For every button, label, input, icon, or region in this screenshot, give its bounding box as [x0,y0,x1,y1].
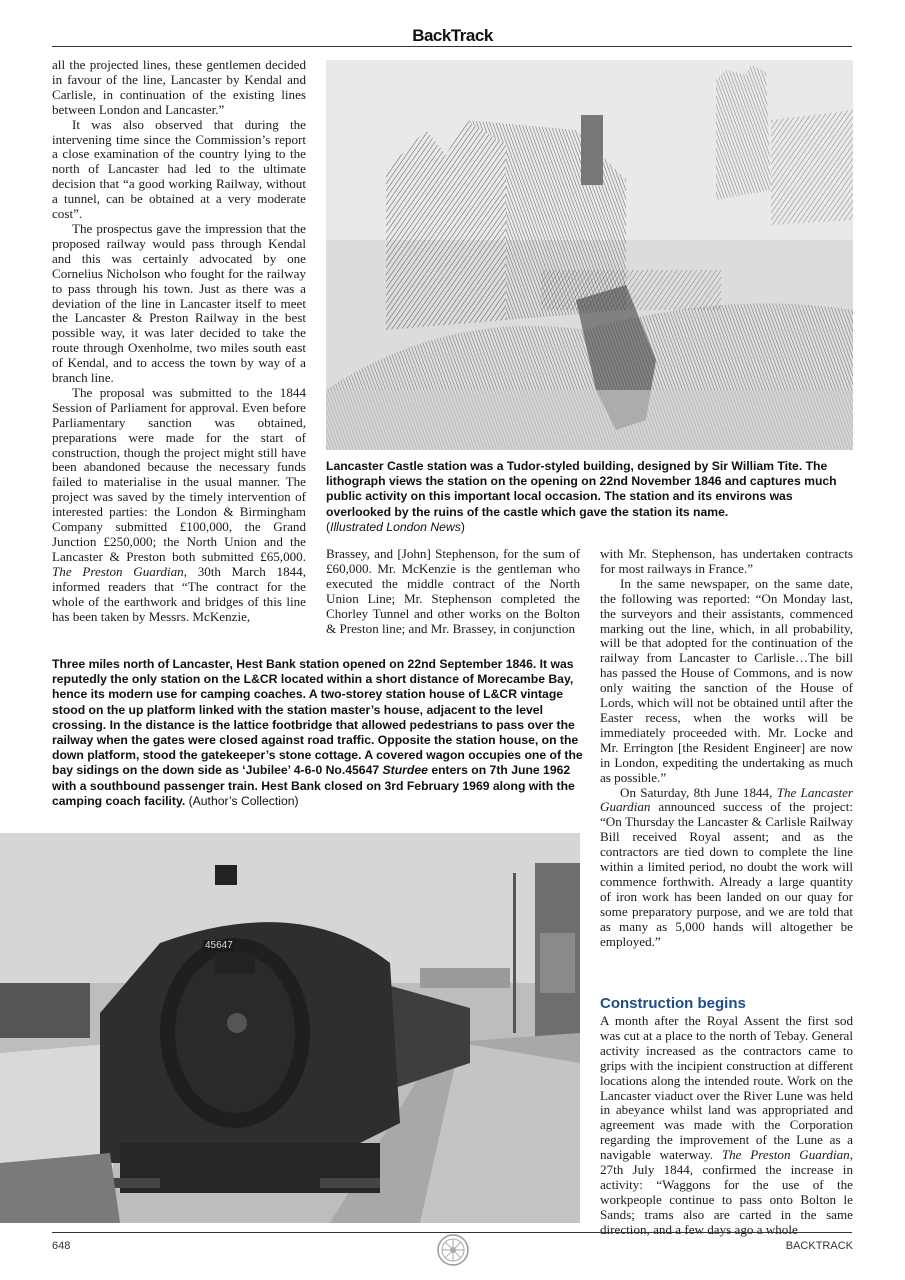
paragraph: The prospectus gave the impression that the proposed railway would pass through Kendal and this was certainly advocated by one Cornelius Nicholson who fought for the railway to pass through his town. Just as there was a deviation of the line in Lancaster itself to meet the Lancaster & Preston Railway in the best possible way, it was later decided to take the route through Oxenholme, two miles south east of Kendal, and to access the town by way of a branch line. [52,220,306,386]
paragraph [600,1014,853,1238]
section-heading: Construction begins [600,995,746,1012]
publication-title: The Lancaster Guardian [600,784,854,815]
caption-text: Lancaster Castle station was a Tudor-styled building, designed by Sir William Tite. The lithograph views the station on the opening on 22nd November 1846 and captures much public activity on this important local occasion. The station and its environs was overlooked by the ruins of the castle which gave the station its name. [326,459,837,519]
text-run: , 27th July 1844, confirmed the increase in activity: “Waggons for the use of the workpeople continue to pass onto Bolton le Sands; trams also are carted in the same direction, and a few days ago a whole [600,1147,853,1237]
publication-title: The Preston Guardian [721,1147,850,1163]
locomotive-name: Sturdee [382,763,428,778]
paragraph [52,386,306,625]
smokebox-number-plate: 45647 [205,940,233,951]
text-column-2 [326,547,580,636]
masthead: BackTrack [412,26,493,45]
locomotive-photo [0,833,580,1223]
lithograph-illustration [326,60,853,450]
wheel-icon [436,1233,470,1267]
caption-hest-bank [52,657,584,809]
text-run: On Saturday, 8th June 1844, [620,784,773,800]
page-number: 648 [52,1240,71,1252]
caption-lithograph: Lancaster Castle station was a Tudor-styled building, designed by Sir William Tite. The lithograph views the station on the opening on 22nd November 1846 and captures much public activity on this important local occasion. The station and its environs was overlooked by the ruins of the castle which gave the station its name. (Illustrated London News) [326,459,837,534]
text-run: The proposal was submitted to the 1844 Session of Parliament for approval. Even before Parliamentary sanction was obtained, preparations were made for the start of construction, though the project might still have been abandoned because the necessary funds failed to materialise in the usual manner. The project was saved by the timely intervention of interested parties: the London & Birmingham Company submitted £100,000, the Grand Junction £250,000; the North Union and the Lancaster & Preston both submitted £65,000. [52,384,306,564]
paragraph: all the projected lines, these gentlemen decided in favour of the line, Lancaster by Kendal and Carlisle, in continuation of the existing lines between London and Lancaster.” [52,57,306,117]
paragraph: with Mr. Stephenson, has undertaken contracts for most railways in France.” [600,546,853,576]
paragraph: Brassey, and [John] Stephenson, for the sum of £60,000. Mr. McKenzie is the gentleman who executed the middle contract of the North Union Line; Mr. Stephenson completed the Chorley Tunnel and other works on the Bolton & Preston line; and Mr. Brassey, in conjunction [326,546,580,636]
paragraph [600,786,853,950]
top-rule [52,46,852,47]
publication-title: The Preston Guardian [52,563,184,579]
lithograph-lancaster-castle-station [326,60,853,450]
caption-credit: Illustrated London News [330,519,461,534]
text-column-4 [600,995,853,1238]
paragraph: In the same newspaper, on the same date, the following was reported: “On Monday last, the surveyors and their assistants, commenced marking out the line, which, in all probability, will be that adopted for the continuation of the railway from Lancaster to Carlisle…The bill has passed the House of Commons, and is now only waiting the sanction of the House of Lords, which will not be obtained until after the Easter recess, when the works will be immediately proceeded with. Mr. Locke and Mr. Errington [the Resident Engineer] are now in London, expediting the undertaking as much as possible.” [600,575,853,785]
text-column-3 [600,547,853,949]
text-run: announced success of the project: “On Thursday the Lancaster & Carlisle Railway Bill received Royal assent; and as the contractors are tied down to complete the line within a limited period, no doubt the work will commence forthwith. Already a large quantity of iron work has been landed on our quay for some preparatory purpose, and we are told that as many as 5,000 hands will altogether be employed.” [600,799,853,949]
photo-hest-bank-station [0,833,580,1223]
text-run: , 30th March 1844, informed readers that “The contract for the whole of the earthwork and bridges of this line has been taken by Messrs. McKenzie, [52,563,306,624]
caption-credit: (Author’s Collection) [188,793,299,808]
text-run: A month after the Royal Assent the first sod was cut at a place to the north of Tebay. General activity increased as the contractors came to grips with the incipient construction at different locations along the intended route. Work on the Lancaster viaduct over the River Lune was held in abeyance whilst land was appropriated and agreement was made with the Corporation regarding the improvement of the Lune as a navigable waterway. [600,1013,853,1163]
caption-text: Three miles north of Lancaster, Hest Bank station opened on 22nd September 1846. It was reputedly the only station on the L&CR located within a short distance of Morecambe Bay, hence its modern use for camping coaches. A two-storey station house of L&CR vintage stood on the up platform linked with the station master’s house, adjacent to the level crossing. In the distance is the lattice footbridge that allowed pedestrians to pass over the railway when the gates were closed against road traffic. Opposite the station house, on the down platform, stood the gatekeeper’s stone cottage. A covered wagon occupies one of the bay sidings on the down side as ‘Jubilee’ 4-6-0 No.45647 Sturdee enters on 7th June 1962 with a southbound passenger train. Hest Bank closed on 3rd February 1969 along with the camping coach facility. [52,657,583,808]
magazine-name: BACKTRACK [785,1240,853,1252]
text-column-1 [52,58,306,624]
paragraph: It was also observed that during the intervening time since the Commission’s report a close examination of the country lying to the north of Lancaster had led to the ultimate decision that “a good working Railway, without a tunnel, can be obtained at a very moderate cost”. [52,116,306,222]
